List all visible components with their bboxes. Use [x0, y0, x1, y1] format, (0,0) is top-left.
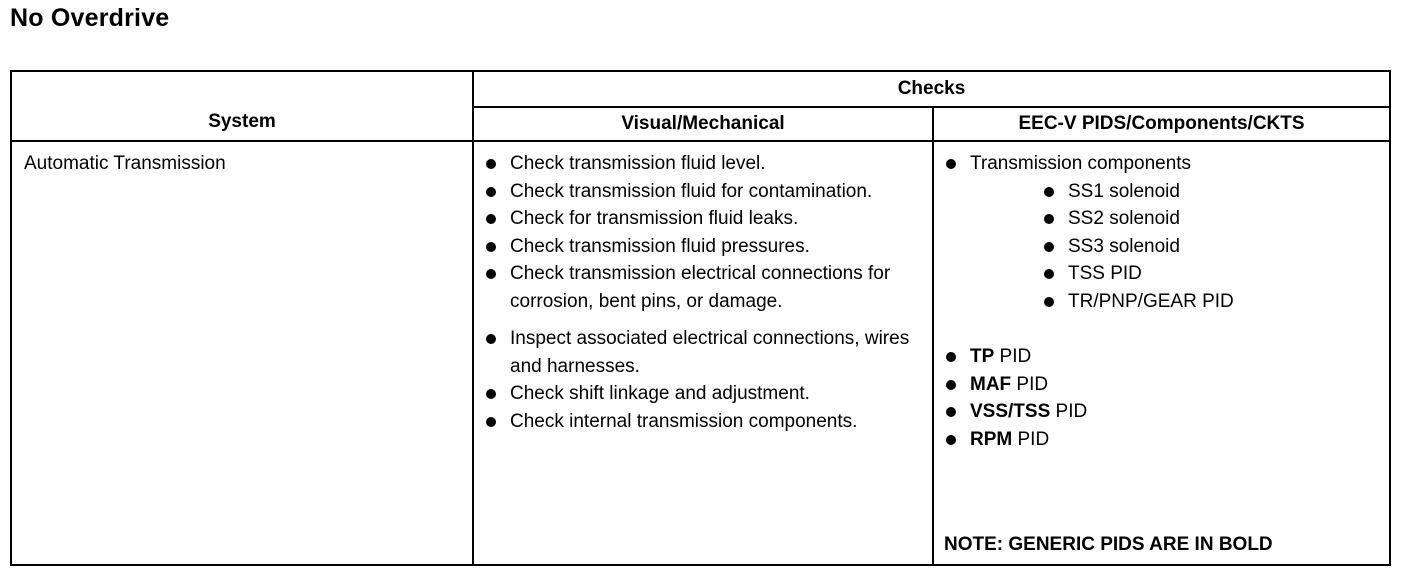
component-sublist: [970, 178, 1389, 316]
list-item: Check transmission electrical connections for corrosion, bent pins, or damage.: [484, 260, 932, 315]
generic-pids-note: NOTE: GENERIC PIDS ARE IN BOLD: [944, 533, 1273, 555]
list-item: Check for transmission fluid leaks.: [484, 205, 932, 233]
pid-list: [944, 343, 1389, 453]
list-item: Check transmission fluid pressures.: [484, 233, 932, 261]
system-value: Automatic Transmission: [24, 153, 226, 174]
pid-name-rpm: RPM: [970, 428, 1013, 450]
component-item: SS1 solenoid: [1042, 178, 1389, 206]
pid-name-tp: TP: [970, 346, 995, 367]
pid-suffix: PID: [1050, 401, 1088, 422]
list-item: Check transmission fluid level.: [484, 150, 932, 178]
pid-suffix: PID: [1012, 428, 1050, 450]
list-item: Check shift linkage and adjustment.: [484, 380, 932, 408]
visual-checks-list: [484, 150, 932, 435]
table-row: [11, 141, 1390, 565]
pid-suffix: PID: [1011, 373, 1049, 395]
system-column-header: System: [11, 71, 473, 141]
list-item: Check internal transmission components.: [484, 408, 932, 436]
pid-item: [944, 426, 1389, 454]
components-list: [944, 150, 1389, 315]
pid-name-maf: MAF: [970, 373, 1012, 395]
list-item: Inspect associated electrical connections, wires and harnesses.: [484, 325, 932, 380]
eec-v-pids-column-header: EEC-V PIDS/Components/CKTS: [933, 107, 1390, 141]
visual-mechanical-cell: [473, 141, 933, 565]
components-label: Transmission components: [970, 153, 1192, 174]
pid-item: [944, 343, 1389, 371]
pid-item: [944, 371, 1389, 399]
pid-name-vss-tss: VSS/TSS: [970, 401, 1051, 422]
list-item: Check transmission fluid for contamination.: [484, 178, 932, 206]
component-item: TSS PID: [1042, 260, 1389, 288]
system-cell: [11, 141, 473, 565]
page-title: No Overdrive: [10, 4, 170, 32]
pid-item: [944, 398, 1389, 426]
checks-column-header: Checks: [473, 71, 1390, 107]
eec-v-pids-cell: [933, 141, 1390, 565]
component-item: TR/PNP/GEAR PID: [1042, 288, 1389, 316]
component-item: SS2 solenoid: [1042, 205, 1389, 233]
pid-suffix: PID: [994, 346, 1032, 367]
visual-mechanical-column-header: Visual/Mechanical: [473, 107, 933, 141]
diagnostic-checks-table: [10, 70, 1391, 566]
list-item: [944, 150, 1389, 315]
component-item: SS3 solenoid: [1042, 233, 1389, 261]
